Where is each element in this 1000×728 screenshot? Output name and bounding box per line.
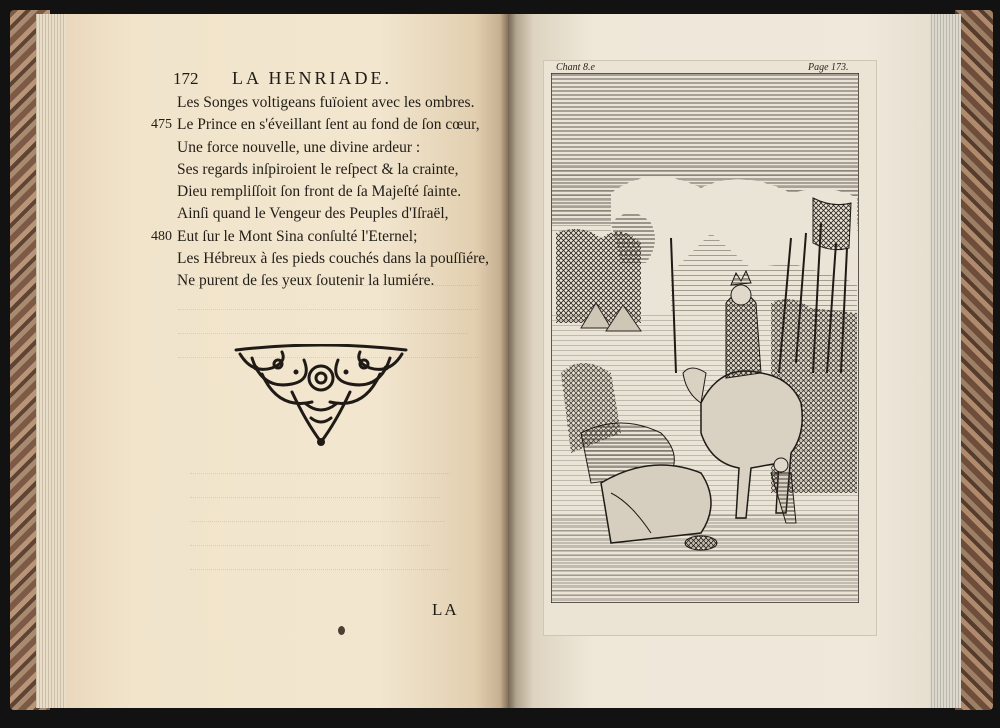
page-number: 172 (173, 69, 199, 88)
verse-line: Ses regards inſpiroient le reſpect & la crainte, (177, 160, 459, 178)
line-number: 480 (151, 228, 172, 244)
verse-block (151, 92, 497, 293)
line-number: 475 (151, 117, 172, 133)
verse-line: 475 Le Prince en s'éveillant ſent au fond de ſon cœur, (177, 114, 497, 136)
plate-caption-page: Page 173. (808, 62, 849, 73)
fleuron-ornament-icon (232, 344, 410, 448)
running-head: LA HENRIADE. (232, 68, 392, 88)
engraving-illustration (551, 73, 859, 603)
right-page-edges (925, 14, 961, 708)
verse-line: Ne purent de ſes yeux ſoutenir la lumiére. (177, 272, 435, 290)
catchword: LA (432, 600, 459, 619)
verse-line: Les Hébreux à ſes pieds couchés dans la pouſſiére, (177, 250, 490, 268)
plate-caption-chant: Chant 8.e (556, 62, 595, 73)
verse-line: Une force nouvelle, une divine ardeur : (177, 138, 421, 156)
verse-line: Ainſi quand le Vengeur des Peuples d'Iſraël, (177, 205, 449, 223)
ink-spot (338, 626, 345, 635)
verse-line: Les Songes voltigeans fuïoient avec les ombres. (177, 94, 475, 111)
verse-line: 480 Eut ſur le Mont Sina conſulté l'Eternel; (177, 226, 497, 248)
book-gutter (500, 14, 516, 708)
verse-line: Dieu rempliſſoit ſon front de ſa Majeſté ſainte. (177, 183, 462, 201)
show-through-texture-lower (190, 450, 450, 570)
